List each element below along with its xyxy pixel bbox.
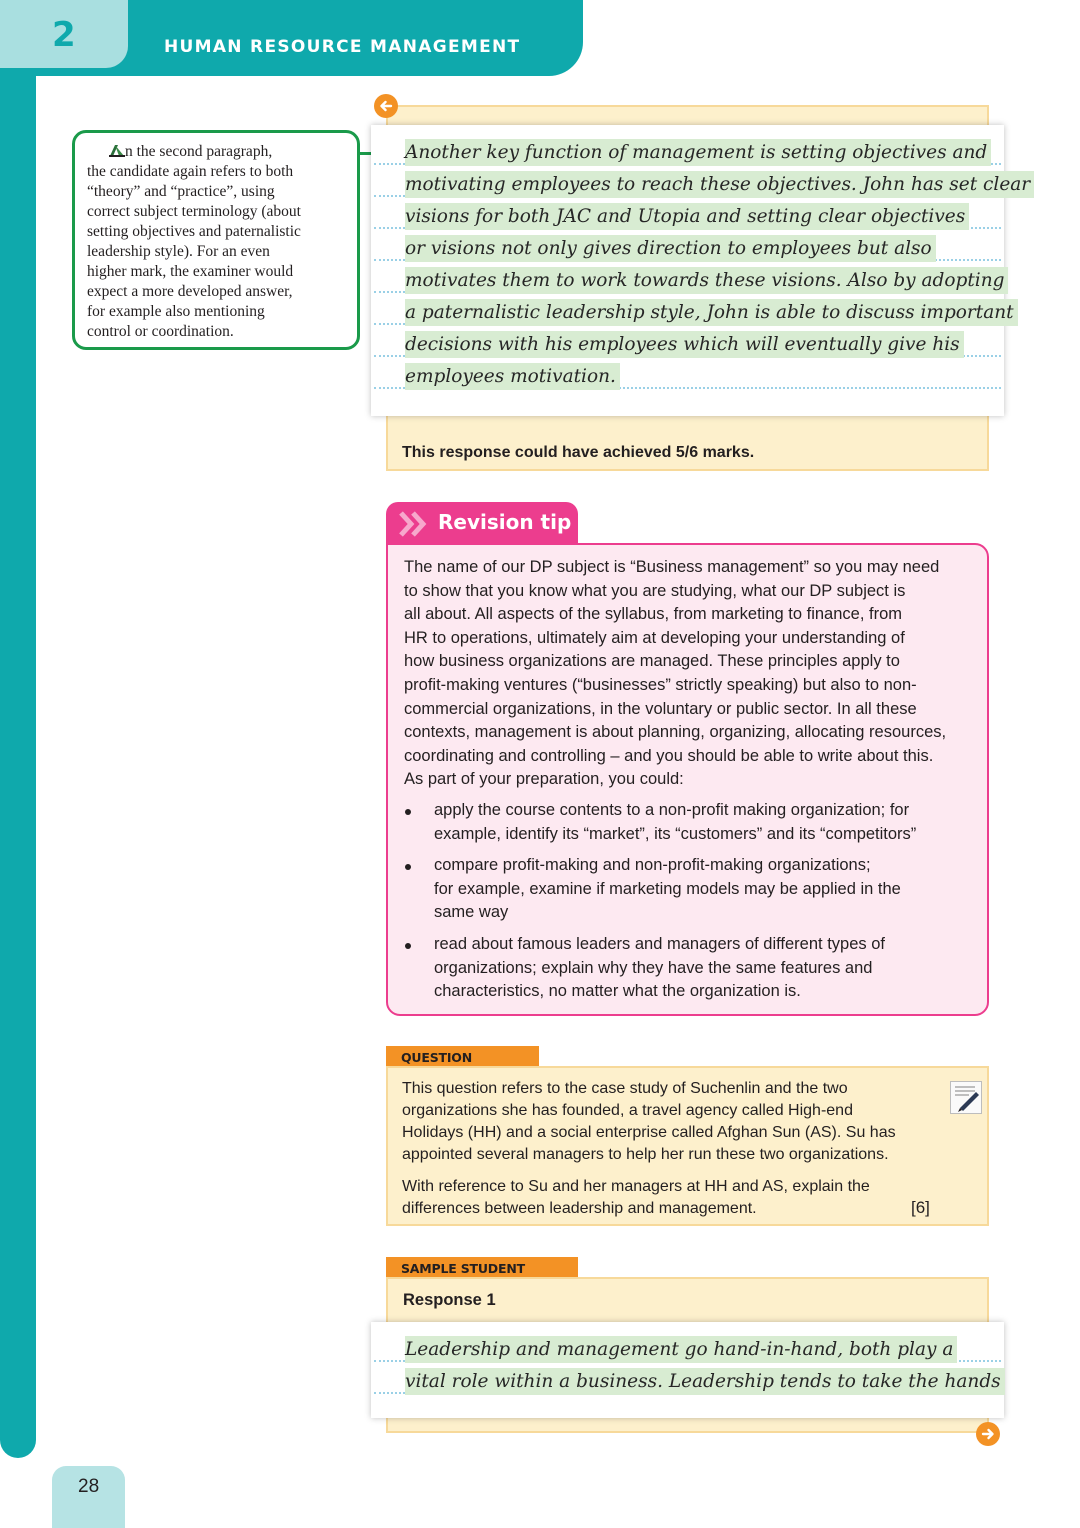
question-marks: [6] (911, 1198, 930, 1217)
comment-line-9: control or coordination. (87, 323, 234, 340)
qp-line: appointed several managers to help her run these two organizations. (402, 1146, 889, 1163)
sample-line-0: Leadership and management go hand-in-hand, both play a (405, 1336, 957, 1363)
tip-line: all about. All aspects of the syllabus, from marketing to finance, from (404, 605, 902, 624)
answer-line-2: visions for both JAC and Utopia and setting clear objectives (405, 203, 969, 230)
answer-line-3: or visions not only gives direction to employees but also (405, 235, 936, 262)
question-practice-label: QUESTION (386, 1046, 539, 1068)
tip-line: contexts, management is about planning, organizing, allocating resources, (404, 723, 947, 742)
comment-line-5: leadership style). For an even (87, 243, 270, 260)
bullet-line: compare profit-making and non-profit-making organizations; (434, 856, 871, 875)
bullet-item (404, 799, 979, 846)
revision-tip-paragraph (404, 556, 979, 792)
comment-line-3: correct subject terminology (about (87, 203, 301, 220)
question-text (402, 1176, 922, 1220)
comment-line-6: higher mark, the examiner would (87, 263, 294, 280)
tip-line: The name of our DP subject is “Business management” so you may need (404, 558, 940, 576)
bullet-dot (405, 864, 411, 870)
bullet-line: characteristics, no matter what the organization is. (434, 982, 801, 1001)
question-intro (402, 1078, 922, 1166)
comment-line-0: n the second paragraph, (87, 142, 347, 162)
qp-q-line: With reference to Su and her managers at HH and AS, explain the (402, 1178, 870, 1195)
tip-line: to show that you know what you are studying, what our DP subject is (404, 581, 906, 600)
arrow-right-icon (980, 1426, 996, 1442)
tip-line: commercial organizations, in the voluntary or public sector. In all these (404, 699, 917, 718)
response-title: Response 1 (403, 1291, 496, 1309)
sample-answer-label: SAMPLE STUDENT (386, 1257, 578, 1279)
answer-line-0: Another key function of management is setting objectives and (405, 139, 991, 166)
answer-line-4: motivates them to work towards these visions. Also by adopting (405, 267, 1008, 294)
revision-tip-title: Revision tip (438, 510, 572, 534)
qp-q-line: differences between leadership and management. (402, 1200, 757, 1217)
bullet-line: apply the course contents to a non-profit making organization; for (434, 801, 910, 819)
tip-line: coordinating and controlling – and you should be able to write about this. (404, 746, 934, 765)
handwritten-answer (371, 125, 1031, 416)
bullet-line: organizations; explain why they have the same features and (434, 958, 873, 977)
double-chevron-icon (398, 511, 432, 537)
chapter-title: HUMAN RESOURCE MANAGEMENT (164, 37, 521, 57)
tip-line: As part of your preparation, you could: (404, 770, 684, 789)
pen-icon (109, 143, 125, 157)
chapter-number: 2 (52, 15, 76, 55)
comment-line-7: expect a more developed answer, (87, 283, 293, 300)
qp-line: organizations she has founded, a travel agency called High-end (402, 1102, 853, 1119)
answer-line-6: decisions with his employees which will eventually give his (405, 331, 964, 358)
qp-line: Holidays (HH) and a social enterprise called Afghan Sun (AS). Su has (402, 1124, 896, 1141)
page-number: 28 (78, 1476, 100, 1497)
tip-line: profit-making ventures (“businesses” strictly speaking) but also to non- (404, 675, 917, 694)
notebook-pencil-icon (950, 1081, 982, 1114)
comment-line-1: the candidate again refers to both (87, 163, 294, 180)
bullet-line: example, identify its “market”, its “customers” and its “competitors” (434, 824, 917, 843)
bullet-item (404, 854, 979, 925)
bullet-dot (405, 809, 411, 815)
arrow-left-icon (378, 98, 394, 114)
answer-line-1: motivating employees to reach these objectives. John has set clear (405, 171, 1034, 198)
sample-line-1: vital role within a business. Leadership tends to take the hands (405, 1368, 1005, 1395)
comment-line-2: “theory” and “practice”, using (87, 183, 275, 200)
bullet-line: read about famous leaders and managers of different types of (434, 934, 885, 953)
qp-line: This question refers to the case study of Suchenlin and the two (402, 1080, 848, 1097)
bullet-item (404, 933, 979, 1004)
comment-line-4: setting objectives and paternalistic (87, 223, 301, 240)
bullet-line: same way (434, 903, 509, 922)
handwritten-sample-answer (371, 1322, 1004, 1418)
bullet-dot (405, 943, 411, 949)
tip-line: how business organizations are managed. These principles apply to (404, 652, 900, 671)
answer-line-7: employees motivation. (405, 363, 620, 390)
examiner-comment (72, 130, 360, 350)
bullet-line: for example, examine if marketing models may be applied in the (434, 879, 901, 898)
revision-tip-bullets (404, 799, 979, 1012)
answer-line-5: a paternalistic leadership style, John is able to discuss important (405, 299, 1018, 326)
comment-line-8: for example also mentioning (87, 303, 265, 320)
marks-note: This response could have achieved 5/6 marks. (402, 444, 755, 461)
next-arrow-button[interactable] (976, 1422, 1000, 1446)
previous-arrow-button[interactable] (374, 94, 398, 118)
side-strip (0, 0, 36, 1458)
tip-line: HR to operations, ultimately aim at developing your understanding of (404, 628, 905, 647)
